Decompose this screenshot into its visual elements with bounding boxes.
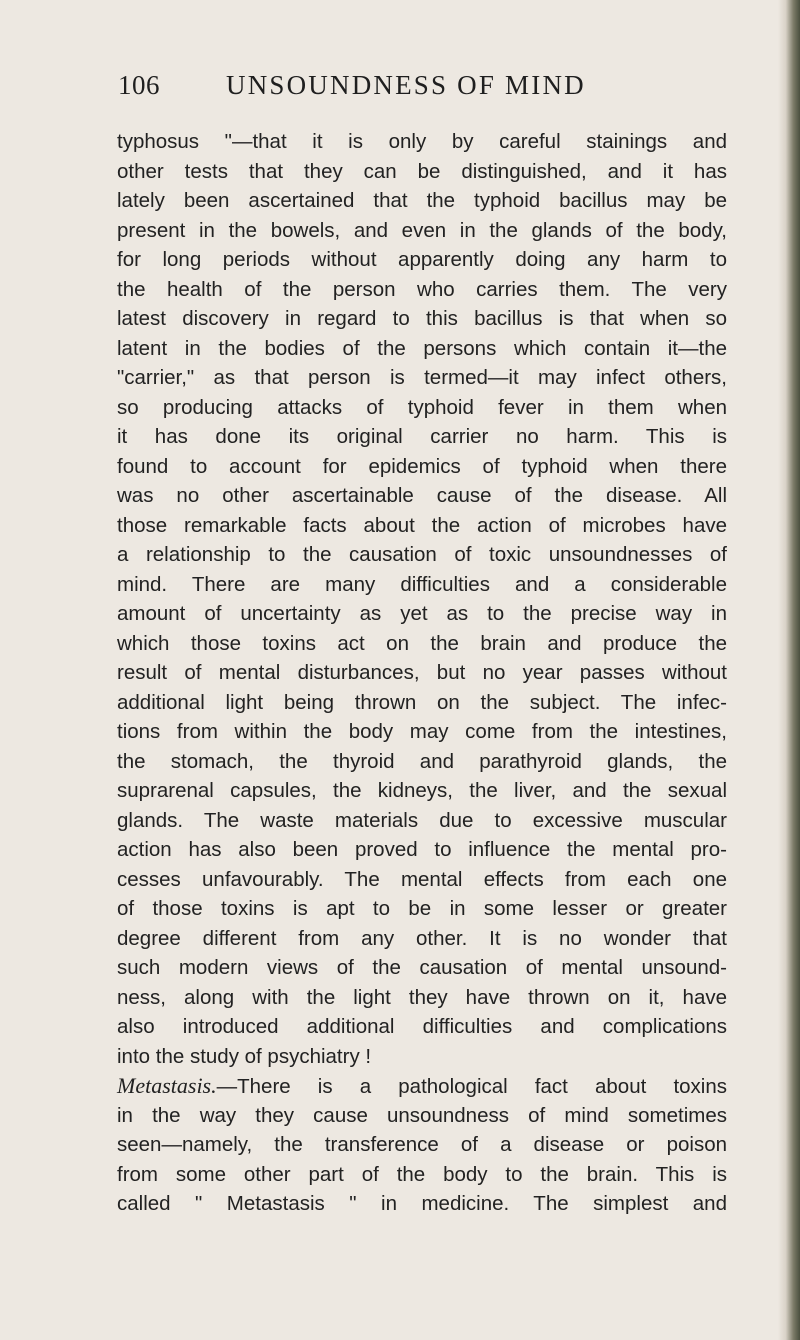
text-line: present in the bowels, and even in the glands of the body,	[117, 218, 727, 242]
running-head: UNSOUNDNESS OF MIND	[226, 70, 586, 100]
text-line: so producing attacks of typhoid fever in them when	[117, 395, 727, 419]
text-line: the health of the person who carries them. The very	[117, 277, 727, 301]
text-line: which those toxins act on the brain and produce the	[117, 631, 727, 655]
section-heading: Metastasis.	[117, 1073, 217, 1098]
text-line: additional light being thrown on the subject. The infec-	[117, 690, 727, 714]
text-line: called " Metastasis " in medicine. The simplest and	[117, 1192, 727, 1215]
text-line: latent in the bodies of the persons which contain it—the	[117, 336, 727, 360]
text-line: other tests that they can be distinguished, and it has	[117, 159, 727, 183]
section-first-line-text: —There is a pathological fact about toxins	[216, 1075, 727, 1098]
page-edge-shadow	[778, 0, 800, 1340]
text-line: found to account for epidemics of typhoid when there	[117, 454, 727, 478]
text-line: result of mental disturbances, but no year passes without	[117, 661, 727, 684]
text-line: such modern views of the causation of mental unsound-	[117, 956, 727, 979]
page-header	[118, 70, 738, 110]
text-line: mind. There are many difficulties and a considerable	[117, 572, 727, 596]
text-line: "carrier," as that person is termed—it may infect others,	[117, 366, 727, 389]
text-line: was no other ascertainable cause of the disease. All	[117, 484, 727, 507]
text-line: into the study of psychiatry !	[117, 1044, 372, 1068]
text-line: ness, along with the light they have thrown on it, have	[117, 985, 727, 1009]
text-line: those remarkable facts about the action of microbes have	[117, 513, 727, 537]
text-line: for long periods without apparently doing any harm to	[117, 248, 727, 271]
text-line: typhosus "—that it is only by careful stainings and	[117, 130, 727, 153]
text-line: action has also been proved to influence the mental pro-	[117, 838, 727, 861]
text-line: also introduced additional difficulties and complications	[117, 1015, 727, 1038]
text-line: tions from within the body may come from the intestines,	[117, 720, 727, 743]
body-text	[117, 127, 727, 1219]
text-line: cesses unfavourably. The mental effects from each one	[117, 867, 727, 891]
text-line: lately been ascertained that the typhoid bacillus may be	[117, 189, 727, 212]
text-line: suprarenal capsules, the kidneys, the liver, and the sexual	[117, 779, 727, 802]
page-number: 106	[118, 70, 160, 100]
section-first-line	[117, 1071, 727, 1101]
text-line: a relationship to the causation of toxic unsoundnesses of	[117, 543, 727, 566]
text-line: seen—namely, the transference of a disease or poison	[117, 1133, 727, 1156]
text-line: from some other part of the body to the brain. This is	[117, 1162, 727, 1186]
text-line: degree different from any other. It is no wonder that	[117, 926, 727, 950]
text-line: glands. The waste materials due to excessive muscular	[117, 808, 727, 832]
text-line: the stomach, the thyroid and parathyroid glands, the	[117, 749, 727, 773]
text-line: of those toxins is apt to be in some lesser or greater	[117, 897, 727, 920]
text-line: it has done its original carrier no harm. This is	[117, 425, 727, 448]
text-line: in the way they cause unsoundness of mind sometimes	[117, 1103, 727, 1127]
text-line: latest discovery in regard to this bacillus is that when so	[117, 307, 727, 330]
text-line: amount of uncertainty as yet as to the precise way in	[117, 602, 727, 625]
